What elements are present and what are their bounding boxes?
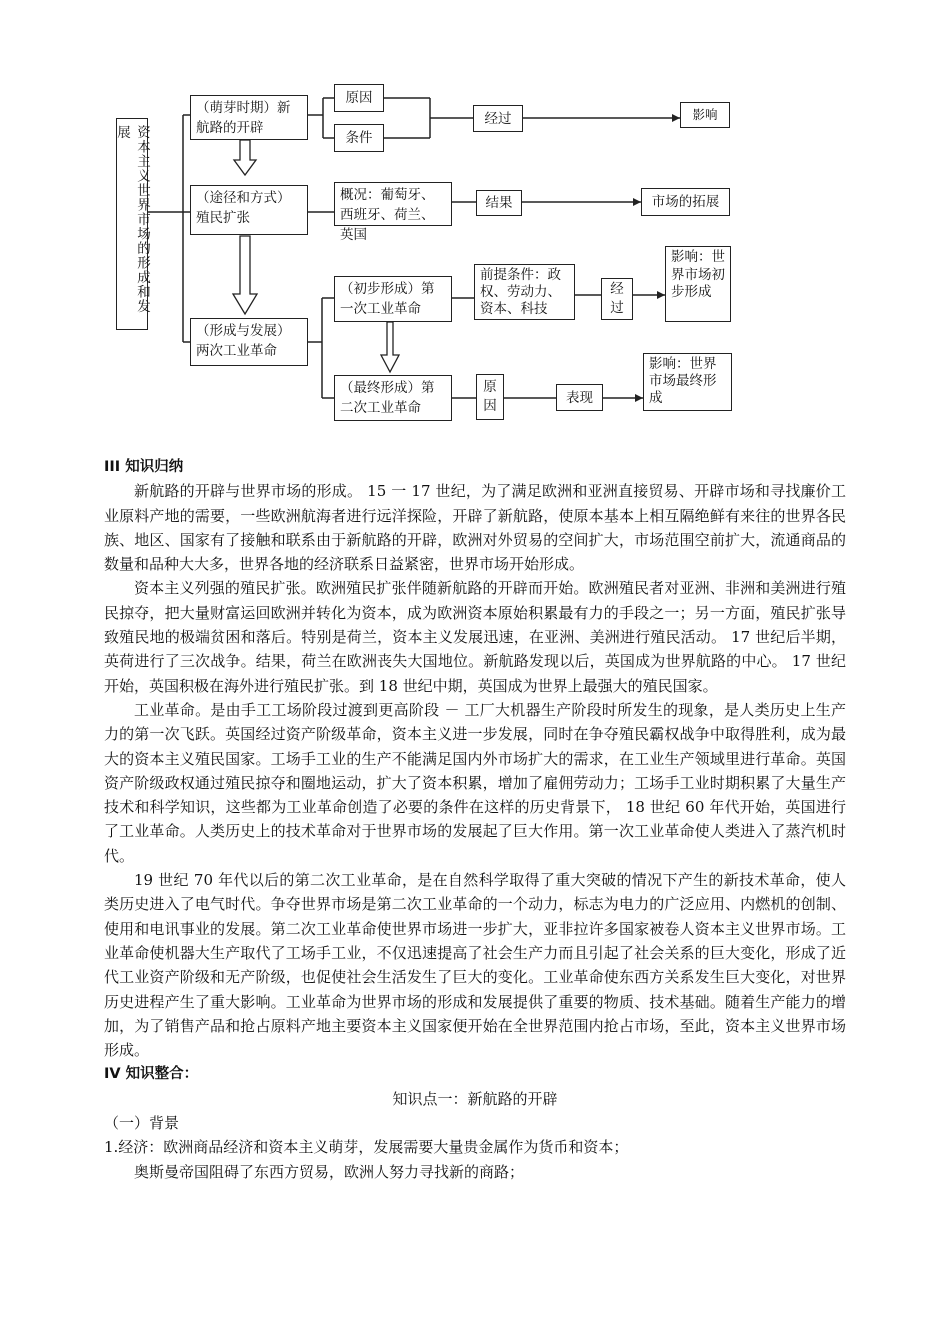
paragraph-industrial-revolution: 工业革命。是由手工工场阶段过渡到更高阶段 － 工厂大机器生产阶段时所发生的现象，是人类历史上生产力的第一次飞跃。英国经过资产阶级革命，资本主义进一步发展，同时在争夺殖民霸权战争中取得胜利，成为最大的资本主义殖民国家。工场手工业的生产不能满足国内外市场扩大的需求，在工业生产领域里进行革命。英国资产阶级政权通过殖民掠夺和圈地运动，扩大了资本积累，增加了雇佣劳动力；工场手工业时期积累了大量生产技术和科学知识，这些都为工业革命创造了必要的条件在这样的历史背景下， 18 世纪 60 年代开始，英国进行了工业革命。人类历史上的技术革命对于世界市场的发展起了巨大作用。第一次工业革命使人类进入了蒸汽机时代。 bbox=[104, 700, 846, 865]
knowledge-point-title: 知识点一：新航路的开辟 bbox=[392, 1089, 558, 1108]
knowledge-structure-diagram bbox=[0, 0, 950, 430]
list-item-ottoman: 奥斯曼帝国阻碍了东西方贸易，欧洲人努力寻找新的商路； bbox=[134, 1162, 525, 1181]
condition-box: 条件 bbox=[334, 124, 384, 152]
first-industrial-revolution-box: （初步形成）第一次工业革命 bbox=[334, 276, 452, 322]
subheading-background: （一）背景 bbox=[104, 1114, 180, 1133]
section-4-heading: IV 知识整合： bbox=[104, 1066, 199, 1083]
cause-box: 原因 bbox=[334, 84, 384, 112]
stage-industrial-box: （形成与发展）两次工业革命 bbox=[190, 318, 308, 366]
paragraph-second-industrial: 19 世纪 70 年代以后的第二次工业革命，是在自然科学取得了重大突破的情况下产生的新技术革命，使人类历史进入了电气时代。争夺世界市场是第二次工业革命的一个动力，标志为电力的广泛应用、内燃机的创制、使用和电讯事业的发展。第二次工业革命使世界市场进一步扩大，亚非拉许多国家被卷人资本主义世界市场。工业革命使机器大生产取代了工场手工业，不仅迅速提高了社会生产力而且引起了社会关系的巨大变化，形成了近代工业资产阶级和无产阶级，也促使社会生活发生了巨大的变化。工业革命使东西方关系发生巨大变化，对世界历史进程产生了重大影响。工业革命为世界市场的形成和发展提供了重要的物质、技术基础。随着生产能力的增加，为了销售产品和抢占原料产地主要资本主义国家便开始在全世界范围内抢占市场，至此，资本主义世界市场形成。 bbox=[104, 871, 846, 1060]
result-box: 结果 bbox=[476, 190, 522, 216]
overview-box: 概况：葡萄牙、西班牙、荷兰、英国 bbox=[334, 182, 452, 226]
knowledge-text bbox=[104, 455, 846, 1184]
stage-new-route-box: （萌芽时期）新航路的开辟 bbox=[190, 95, 308, 140]
section-3-heading: III 知识归纳 bbox=[104, 459, 184, 475]
root-box: 资本主义世界市场的形成和发展 bbox=[116, 118, 148, 330]
list-item-economy: 1.经济：欧洲商品经济和资本主义萌芽，发展需要大量贵金属作为货币和资本； bbox=[104, 1138, 629, 1157]
market-expand-box: 市场的拓展 bbox=[641, 188, 730, 216]
process-box-1: 经过 bbox=[473, 105, 523, 132]
stage-colonial-box: （途径和方式）殖民扩张 bbox=[190, 185, 308, 235]
paragraph-colonial: 资本主义列强的殖民扩张。欧洲殖民扩张伴随新航路的开辟而开始。欧洲殖民者对亚洲、非洲和美洲进行殖民掠夺，把大量财富运回欧洲并转化为资本，成为欧洲资本原始积累最有力的手段之一；另一方面，殖民扩张导致殖民地的极端贫困和落后。特别是荷兰，资本主义发展迅速，在亚洲、美洲进行殖民活动。 17 世纪后半期，英荷进行了三次战争。结果，荷兰在欧洲丧失大国地位。新航路发现以后，英国成为世界航路的中心。 17 世纪开始，英国积极在海外进行殖民扩张。到 18 世纪中期，英国成为世界上最强大的殖民国家。 bbox=[104, 579, 846, 695]
influence-box-3: 影响：世界市场最终形成 bbox=[643, 353, 732, 411]
paragraph-new-route: 新航路的开辟与世界市场的形成。 15 一 17 世纪，为了满足欧洲和亚洲直接贸易、开辟市场和寻找廉价工业原料产地的需要，一些欧洲航海者进行远洋探险，开辟了新航路，使原本基本上相互隔绝鲜有来往的世界各民族、地区、国家有了接触和联系由于新航路的开辟，欧洲对外贸易的空间扩大，市场范围空前扩大，流通商品的数量和品种大大多，世界各地的经济联系日益紧密，世界市场开始形成。 bbox=[104, 482, 846, 574]
influence-box-2: 影响：世界市场初步形成 bbox=[665, 246, 731, 322]
influence-box-1: 影响 bbox=[680, 102, 730, 128]
manifest-box: 表现 bbox=[556, 384, 603, 411]
cause-box-2: 原因 bbox=[476, 374, 504, 420]
process-box-2: 经过 bbox=[601, 278, 633, 320]
premise-box: 前提条件：政权、劳动力、资本、科技 bbox=[474, 264, 575, 320]
second-industrial-revolution-box: （最终形成）第二次工业革命 bbox=[334, 375, 452, 421]
